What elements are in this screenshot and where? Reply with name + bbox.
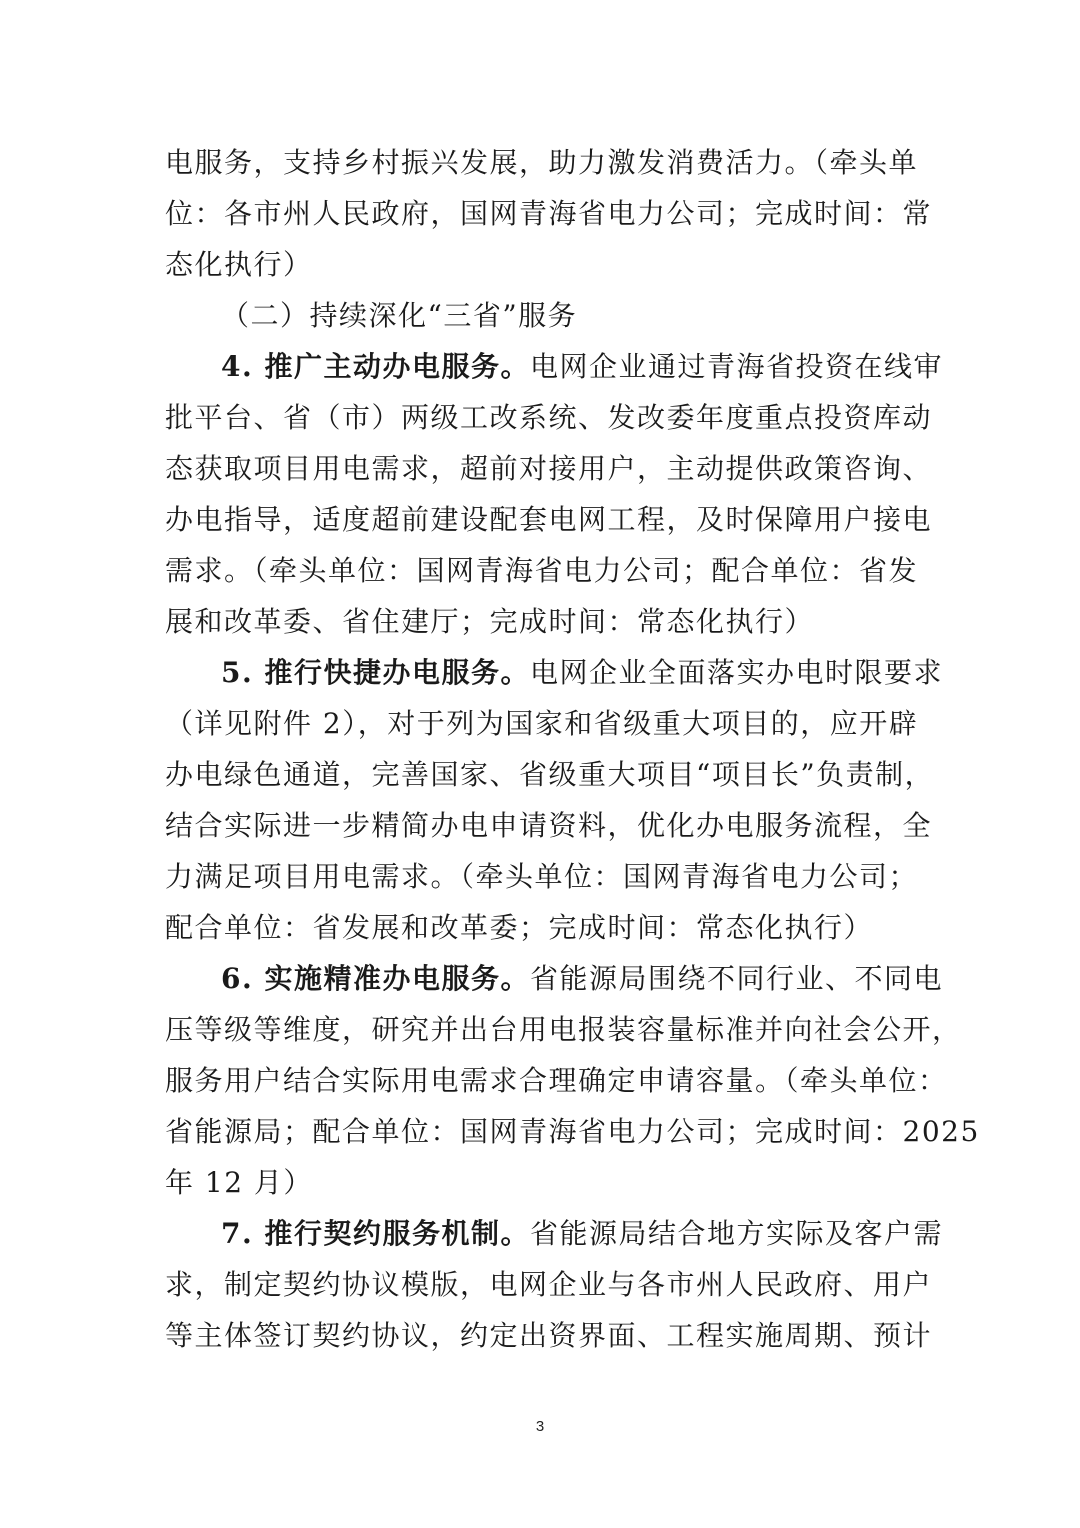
body-line: 年 12 月） bbox=[165, 1166, 313, 1199]
body-line: 批平台、省（市）两级工改系统、发改委年度重点投资库动 bbox=[165, 401, 933, 434]
body-line: 服务用户结合实际用电需求合理确定申请容量。（牵头单位： bbox=[165, 1064, 948, 1097]
item-4-heading: 4. 推广主动办电服务。 bbox=[221, 350, 530, 383]
body-line: 需求。（牵头单位：国网青海省电力公司；配合单位：省发 bbox=[165, 554, 919, 587]
section-heading: （二）持续深化“三省”服务 bbox=[221, 299, 578, 332]
body-line: 办电指导，适度超前建设配套电网工程，及时保障用户接电 bbox=[165, 503, 933, 536]
item-5-heading: 5. 推行快捷办电服务。 bbox=[221, 656, 530, 689]
body-line: 办电绿色通道，完善国家、省级重大项目“项目长”负责制， bbox=[165, 758, 935, 791]
body-line: 态获取项目用电需求，超前对接用户，主动提供政策咨询、 bbox=[165, 452, 933, 485]
item-7-text: 省能源局结合地方实际及客户需 bbox=[529, 1217, 943, 1250]
body-line: 配合单位：省发展和改革委；完成时间：常态化执行） bbox=[165, 911, 874, 944]
body-line: 展和改革委、省住建厅；完成时间：常态化执行） bbox=[165, 605, 815, 638]
body-line: 压等级等维度，研究并出台用电报装容量标准并向社会公开， bbox=[165, 1013, 962, 1046]
paragraph-item-4-first-line bbox=[165, 341, 943, 392]
item-4-text: 电网企业通过青海省投资在线审 bbox=[529, 350, 943, 383]
paragraph-item-6-first-line bbox=[165, 953, 943, 1004]
body-line: 求，制定契约协议模版，电网企业与各市州人民政府、用户 bbox=[165, 1268, 933, 1301]
page-number: 3 bbox=[535, 1418, 545, 1435]
item-7-heading: 7. 推行契约服务机制。 bbox=[221, 1217, 530, 1250]
body-line: 等主体签订契约协议，约定出资界面、工程实施周期、预计 bbox=[165, 1319, 933, 1352]
paragraph-item-7-first-line bbox=[165, 1208, 943, 1259]
body-line: 力满足项目用电需求。（牵头单位：国网青海省电力公司； bbox=[165, 860, 919, 893]
item-6-text: 省能源局围绕不同行业、不同电 bbox=[529, 962, 943, 995]
paragraph-item-5-first-line bbox=[165, 647, 943, 698]
item-5-text: 电网企业全面落实办电时限要求 bbox=[529, 656, 943, 689]
item-6-heading: 6. 实施精准办电服务。 bbox=[221, 962, 530, 995]
body-line: 结合实际进一步精简办电申请资料，优化办电服务流程，全 bbox=[165, 809, 933, 842]
body-line: （详见附件 2），对于列为国家和省级重大项目的，应开辟 bbox=[165, 707, 919, 740]
body-line: 电服务，支持乡村振兴发展，助力激发消费活力。（牵头单 bbox=[165, 146, 919, 179]
body-line: 省能源局；配合单位：国网青海省电力公司；完成时间：2025 bbox=[165, 1115, 980, 1148]
body-line: 位：各市州人民政府，国网青海省电力公司；完成时间：常 bbox=[165, 197, 933, 230]
document-body bbox=[165, 137, 980, 1361]
body-line: 态化执行） bbox=[165, 248, 313, 281]
